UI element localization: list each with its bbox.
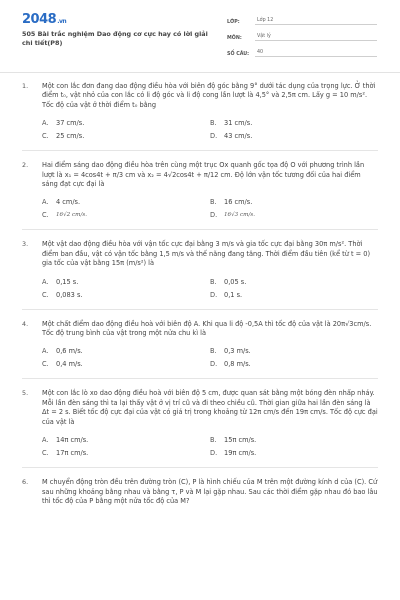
meta-label: LỚP: [227, 20, 240, 25]
question-list [0, 82, 400, 506]
meta-label: MÔN: [227, 36, 242, 41]
option-a[interactable] [42, 434, 210, 447]
question-text: Một con lắc lò xo dao động điều hoà với biên độ 5 cm, được quan sát bằng một bóng đèn nhấp nháy. Mỗi lần đèn sáng thì ta lại thấy vật ở vị trí cũ và đi theo chiều cũ. Thời gian giữa hai lần đèn sáng là Δt = 2 s. Biết tốc độ cực đại của vật có giá trị trong khoảng từ 12π cm/s đến 19π cm/s. Tốc độ cực đại của vật là [42, 389, 378, 426]
option-value: 37 cm/s. [56, 119, 85, 128]
option-value: 14π cm/s. [56, 436, 89, 445]
option-value: 0,1 s. [224, 290, 243, 299]
question-divider [22, 309, 378, 310]
answer-options [42, 434, 378, 460]
option-a[interactable] [42, 276, 210, 289]
option-letter: B. [210, 198, 217, 207]
option-value: 17π cm/s. [56, 449, 89, 458]
option-value: 19π cm/s. [224, 449, 257, 458]
meta-label: SỐ CÂU: [227, 52, 250, 57]
option-d[interactable] [210, 289, 378, 302]
option-a[interactable] [42, 196, 210, 209]
meta-question-count [227, 45, 377, 57]
question-text: Một chất điểm dao động điều hoà với biên độ A. Khi qua li độ -0,5A thì tốc độ của vật là 20π√3cm/s. Tốc độ trung bình của vật trong một nửa chu kì là [42, 319, 372, 338]
header-divider [0, 72, 400, 73]
option-letter: A. [42, 436, 49, 445]
option-c[interactable] [42, 358, 210, 371]
question-3 [0, 240, 400, 301]
option-value: 15π cm/s. [224, 436, 257, 445]
document-title: 505 Bài trắc nghiệm Dao động cơ cực hay có lời giải chi tiết(P8) [22, 30, 208, 47]
option-letter: B. [210, 436, 217, 445]
meta-subject [227, 29, 377, 41]
option-letter: A. [42, 198, 49, 207]
question-text: Một con lắc đơn đang dao động điều hòa với biên độ góc bằng 9° dưới tác dụng của trọng lực. Ở thời điểm t₀, vật nhỏ của con lắc có li độ góc và li độ cong lần lượt là 4,5° và 2,5π cm. Lấy g = 10 m/s². Tốc độ của vật ở thời điểm t₀ bằng [42, 82, 376, 109]
logo-text: 2048 [22, 12, 57, 27]
option-d[interactable] [210, 209, 378, 222]
option-d[interactable] [210, 130, 378, 143]
site-logo[interactable] [22, 12, 66, 27]
option-letter: C. [42, 360, 49, 369]
option-letter: C. [42, 132, 49, 141]
option-letter: D. [210, 132, 218, 141]
option-b[interactable] [210, 434, 378, 447]
option-value: 31 cm/s. [224, 119, 253, 128]
option-value: 0,15 s. [56, 277, 79, 286]
option-letter: A. [42, 347, 49, 356]
question-5 [0, 389, 400, 460]
option-d[interactable] [210, 358, 378, 371]
answer-options [42, 196, 378, 222]
question-text: Hai điểm sáng dao động điều hòa trên cùng một trục Ox quanh gốc tọa độ O với phương trình lần lượt là x₁ = 4cos4t + π/3 cm và x₂ = 4√2cos4t + π/12 cm. Độ lớn vận tốc tương đối của hai điểm sáng đạt cực đại là [42, 161, 365, 189]
option-value: 0,05 s. [224, 277, 247, 286]
option-a[interactable] [42, 345, 210, 358]
question-1 [0, 82, 400, 143]
option-letter: D. [210, 360, 218, 369]
option-letter: D. [210, 211, 218, 220]
question-number: 1. [22, 82, 29, 90]
question-2 [0, 161, 400, 222]
option-value: 0,6 m/s. [56, 347, 83, 356]
answer-options [42, 117, 378, 143]
option-letter: B. [210, 347, 217, 356]
meta-value: 40 [255, 50, 377, 57]
option-letter: D. [210, 449, 218, 458]
question-divider [22, 150, 378, 151]
option-letter: C. [42, 290, 49, 299]
option-c[interactable] [42, 130, 210, 143]
option-letter: B. [210, 277, 217, 286]
option-value: 25 cm/s. [56, 132, 85, 141]
question-text: M chuyển động tròn đều trên đường tròn (C), P là hình chiếu của M trên một đường kính d của (C). Cứ sau những khoảng bằng nhau và bằng τ, P và M lại gặp nhau. Sau các thời điểm gặp nhau đó bao lâu thì tốc độ của P bằng một nửa tốc độ của M? [42, 478, 378, 505]
meta-value: Vật lý [255, 34, 377, 41]
question-number: 3. [22, 240, 29, 249]
question-divider [22, 229, 378, 230]
option-d[interactable] [210, 447, 378, 460]
option-a[interactable] [42, 117, 210, 130]
option-b[interactable] [210, 117, 378, 130]
question-number: 4. [22, 319, 29, 328]
option-value: 4 cm/s. [56, 198, 81, 207]
option-letter: C. [42, 211, 49, 220]
option-value: 0,3 m/s. [224, 347, 251, 356]
option-b[interactable] [210, 345, 378, 358]
option-c[interactable] [42, 209, 210, 222]
question-divider [22, 467, 378, 468]
option-value: 16 cm/s. [224, 198, 253, 207]
meta-class [227, 13, 377, 25]
option-letter: A. [42, 119, 49, 128]
document-header [0, 0, 400, 62]
question-number: 2. [22, 161, 29, 170]
question-6 [0, 478, 400, 506]
option-letter: B. [210, 119, 217, 128]
option-b[interactable] [210, 196, 378, 209]
option-c[interactable] [42, 289, 210, 302]
question-number: 5. [22, 389, 29, 398]
document-meta [227, 13, 377, 61]
option-letter: D. [210, 290, 218, 299]
option-value: 43 cm/s. [224, 132, 253, 141]
logo-suffix: .vn [57, 18, 67, 25]
option-letter: A. [42, 277, 49, 286]
answer-options [42, 276, 378, 302]
option-value: 0,083 s. [56, 290, 83, 299]
meta-value: Lớp 12 [255, 18, 377, 25]
option-c[interactable] [42, 447, 210, 460]
option-value: 16√2 cm/s. [56, 212, 87, 219]
answer-options [42, 345, 378, 371]
option-b[interactable] [210, 276, 378, 289]
question-text: Một vật dao động điều hòa với vận tốc cực đại bằng 3 m/s và gia tốc cực đại bằng 30π m/s². Thời điểm ban đầu, vật có vận tốc bằng 1,5 m/s và thế năng đang tăng. Thời điểm đầu tiên (kể từ t = 0) gia tốc của vật bằng 15π (m/s²) là [42, 240, 371, 268]
option-value: 0,8 m/s. [224, 360, 251, 369]
question-divider [22, 378, 378, 379]
option-value: 0,4 m/s. [56, 360, 83, 369]
question-number: 6. [22, 478, 29, 487]
question-4 [0, 320, 400, 372]
option-value: 16√3 cm/s. [224, 212, 255, 219]
option-letter: C. [42, 449, 49, 458]
